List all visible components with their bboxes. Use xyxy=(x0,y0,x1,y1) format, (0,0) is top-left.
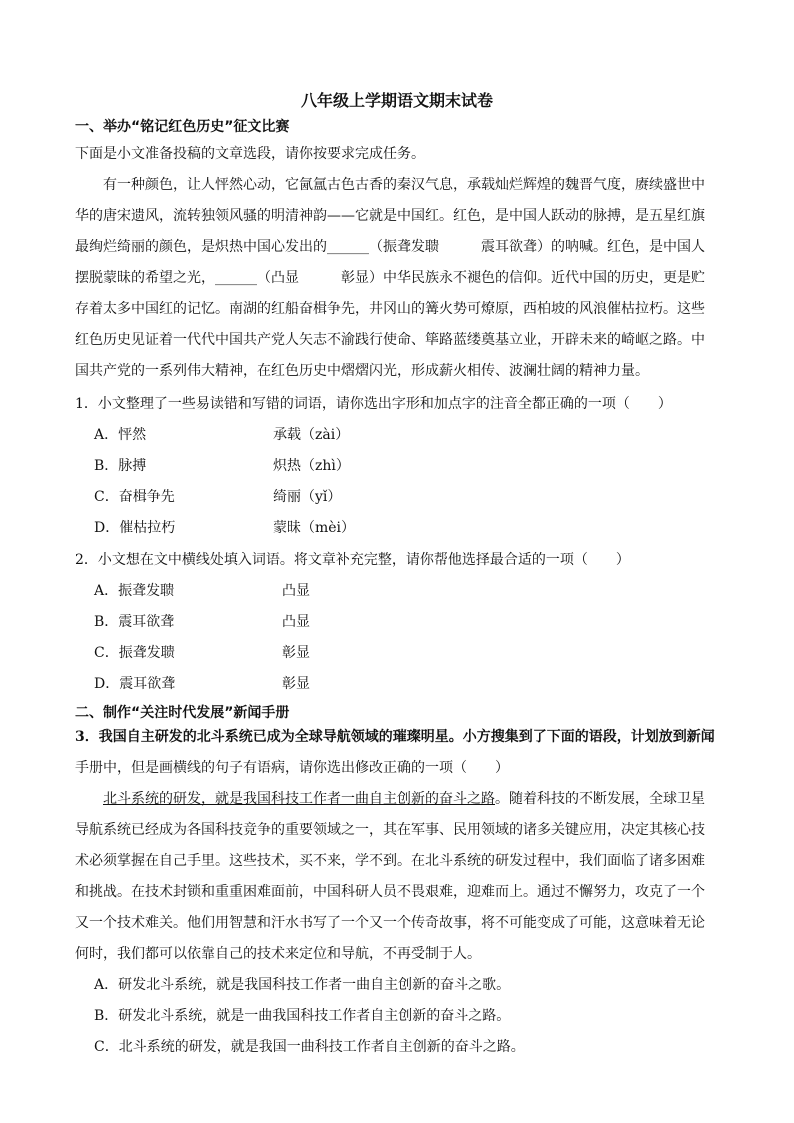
q3-option-c: C．北斗系统的研发，就是我国一曲科技工作者自主创新的奋斗之路。 xyxy=(94,1039,525,1055)
q1-option-c: C．奋楫争先 xyxy=(94,489,175,505)
passage2-line: 何时，我们都可以依靠自己的技术来定位和导航，不再受制于人。 xyxy=(75,946,481,962)
q1-option-b: B．脉搏 xyxy=(94,458,147,474)
q3-stem-line2: 手册中，但是画横线的句子有语病，请你选出修改正确的一项（ ） xyxy=(75,760,509,776)
question-1-stem: 1．小文整理了一些易读错和写错的词语，请你选出字形和加点字的注音全都正确的一项（ ） xyxy=(75,396,672,412)
passage2-first-line-rest: 。随着科技的不断发展，全球卫星 xyxy=(495,791,705,807)
passage1-line: 最绚烂绮丽的颜色，是炽热中国心发出的______（振聋发聩 震耳欲聋）的呐喊。红色，是中国人 xyxy=(75,239,705,255)
question-3-stem xyxy=(75,727,715,747)
page-title: 八年级上学期语文期末试卷 xyxy=(300,91,493,110)
passage1-line: 国共产党的一系列伟大精神，在红色历史中熠熠闪光，形成薪火相传、波澜壮阔的精神力量。 xyxy=(75,363,649,379)
q1-option-c-b: 绮丽（yǐ） xyxy=(273,489,342,505)
underlined-sentence: 北斗系统的研发，就是我国科技工作者一曲自主创新的奋斗之路 xyxy=(103,791,495,807)
q2-option-b: B．震耳欲聋 xyxy=(94,614,175,630)
passage2-line: 导航系统已经成为各国科技竞争的重要领域之一，其在军事、民用领域的诸多关键应用，决定其核心技 xyxy=(75,822,705,838)
q1-option-a: A．怦然 xyxy=(94,427,147,443)
q3-option-b: B．研发北斗系统，就是一曲我国科技工作者自主创新的奋斗之路。 xyxy=(94,1008,511,1024)
passage1-line: 摆脱蒙昧的希望之光，______（凸显 彰显）中华民族永不褪色的信仰。近代中国的历史，更是贮 xyxy=(75,270,705,286)
q2-option-a: A．振聋发聩 xyxy=(94,583,175,599)
q2-option-c-b: 彰显 xyxy=(282,645,310,661)
section1-heading: 一、举办“铭记红色历史”征文比赛 xyxy=(75,119,290,135)
passage1-line: 红色历史见证着一代代中国共产党人矢志不渝践行使命、筚路蓝缕奠基立业，开辟未来的崎岖之路。中 xyxy=(75,332,705,348)
q1-option-d: D．催枯拉朽 xyxy=(94,520,176,536)
passage2-line: 又一个技术难关。他们用智慧和汗水书写了一个又一个传奇故事，将不可能变成了可能，这意味着无论 xyxy=(75,915,705,931)
q2-option-d-b: 彰显 xyxy=(282,676,310,692)
q1-option-b-b: 炽热（zhì） xyxy=(273,458,350,474)
q1-option-a-b: 承载（zài） xyxy=(273,427,350,443)
question-2-stem: 2．小文想在文中横线处填入词语。将文章补充完整，请你帮他选择最合适的一项（ ） xyxy=(75,552,630,568)
q2-option-a-b: 凸显 xyxy=(282,583,310,599)
q2-option-b-b: 凸显 xyxy=(282,614,310,630)
passage1-line: 有一种颜色，让人怦然心动，它氤氲古色古香的秦汉气息，承载灿烂辉煌的魏晋气度，赓续盛世中 xyxy=(103,177,705,193)
passage2-line: 术必须掌握在自己手里。这些技术，买不来，学不到。在北斗系统的研发过程中，我们面临了诸多困难 xyxy=(75,853,705,869)
passage1-line: 存着太多中国红的记忆。南湖的红船奋楫争先，井冈山的篝火势可燎原，西柏坡的风浪催枯拉朽。这些 xyxy=(75,301,705,317)
passage2-line: 和挑战。在技术封锁和重重困难面前，中国科研人员不畏艰难，迎难而上。通过不懈努力，攻克了一个 xyxy=(75,884,705,900)
section2-heading: 二、制作“关注时代发展”新闻手册 xyxy=(75,705,290,721)
q1-option-d-b: 蒙昧（mèi） xyxy=(273,520,356,536)
passage2-first-line xyxy=(103,789,705,809)
passage1-line: 华的唐宋遗风，流转独领风骚的明清神韵——它就是中国红。红色，是中国人跃动的脉搏，是五星红旗 xyxy=(75,208,705,224)
q3-stem-line1: 3．我国自主研发的北斗系统已成为全球导航领域的璀璨明星。小方搜集到了下面的语段，计划放到新闻 xyxy=(75,729,715,745)
q2-option-d: D．震耳欲聋 xyxy=(94,676,176,692)
section1-intro: 下面是小文准备投稿的文章选段，请你按要求完成任务。 xyxy=(75,146,425,162)
q2-option-c: C．振聋发聩 xyxy=(94,645,175,661)
q3-option-a: A．研发北斗系统，就是我国科技工作者一曲自主创新的奋斗之歌。 xyxy=(94,977,511,993)
